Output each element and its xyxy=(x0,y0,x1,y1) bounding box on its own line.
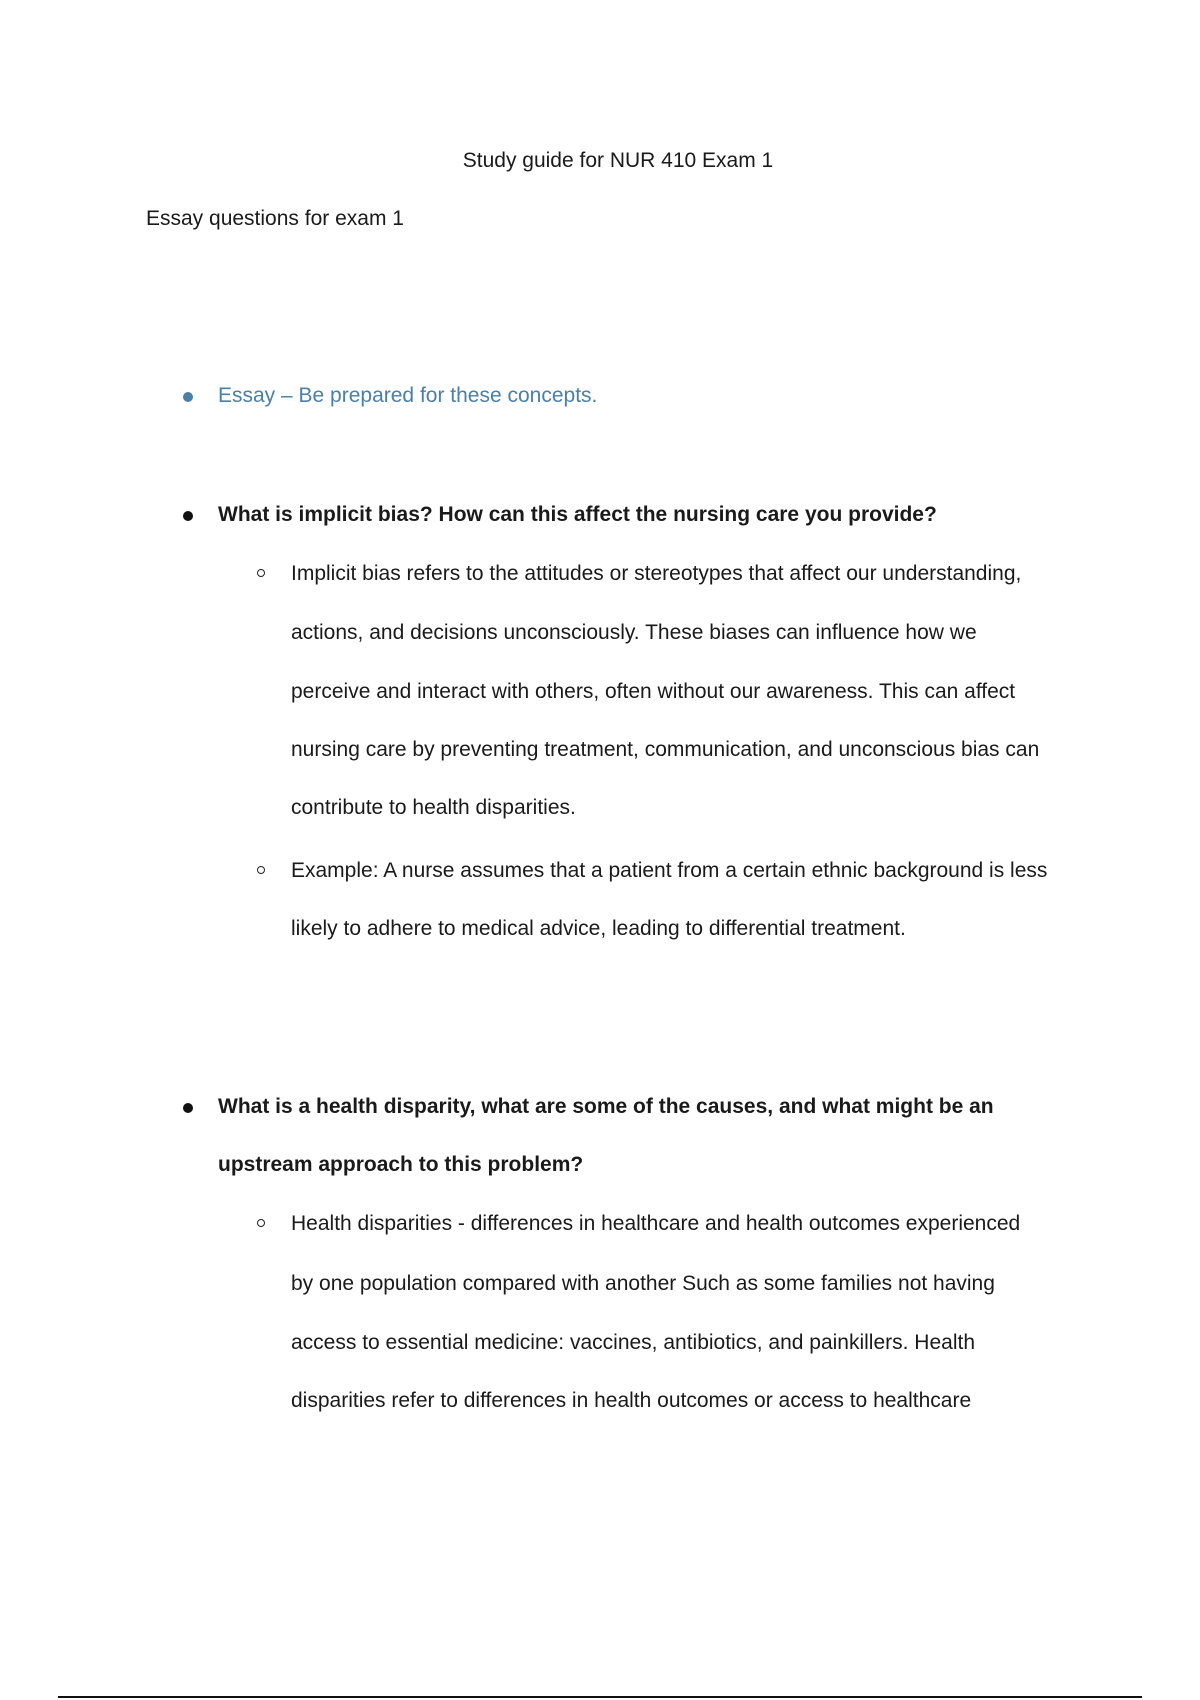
question2-answer1-line: access to essential medicine: vaccines, antibiotics, and painkillers. Health xyxy=(291,1331,976,1354)
question2-answer1-line: Health disparities - differences in healthcare and health outcomes experienced xyxy=(291,1212,1021,1235)
question1-answer1-circle-icon xyxy=(257,569,265,577)
question1-answer1-line: contribute to health disparities. xyxy=(291,796,576,819)
question1-answer1-line: nursing care by preventing treatment, communication, and unconscious bias can xyxy=(291,738,1040,761)
question1-answer1-line: perceive and interact with others, often without our awareness. This can affect xyxy=(291,680,1016,703)
question1-answer2-line: likely to adhere to medical advice, leading to differential treatment. xyxy=(291,917,906,940)
question2-answer1-circle-icon xyxy=(257,1219,265,1227)
intro-bullet-text: Essay – Be prepared for these concepts. xyxy=(218,384,598,407)
question1-heading: What is implicit bias? How can this affect the nursing care you provide? xyxy=(218,503,937,526)
question2-heading-line: upstream approach to this problem? xyxy=(218,1153,584,1176)
page-bottom-rule xyxy=(58,1696,1142,1698)
question1-answer2-line: Example: A nurse assumes that a patient from a certain ethnic background is less xyxy=(291,859,1048,882)
question1-bullet-icon xyxy=(183,511,193,521)
question1-answer1-line: Implicit bias refers to the attitudes or stereotypes that affect our understanding, xyxy=(291,562,1022,585)
question2-heading-line: What is a health disparity, what are some of the causes, and what might be an xyxy=(218,1095,994,1118)
document-subtitle: Essay questions for exam 1 xyxy=(146,207,404,230)
intro-bullet-icon xyxy=(183,392,193,402)
question1-answer2-circle-icon xyxy=(257,866,265,874)
document-title: Study guide for NUR 410 Exam 1 xyxy=(462,149,774,172)
question2-answer1-line: by one population compared with another Such as some families not having xyxy=(291,1272,995,1295)
question2-answer1-line: disparities refer to differences in health outcomes or access to healthcare xyxy=(291,1389,972,1412)
question2-bullet-icon xyxy=(183,1103,193,1113)
question1-answer1-line: actions, and decisions unconsciously. These biases can influence how we xyxy=(291,621,977,644)
